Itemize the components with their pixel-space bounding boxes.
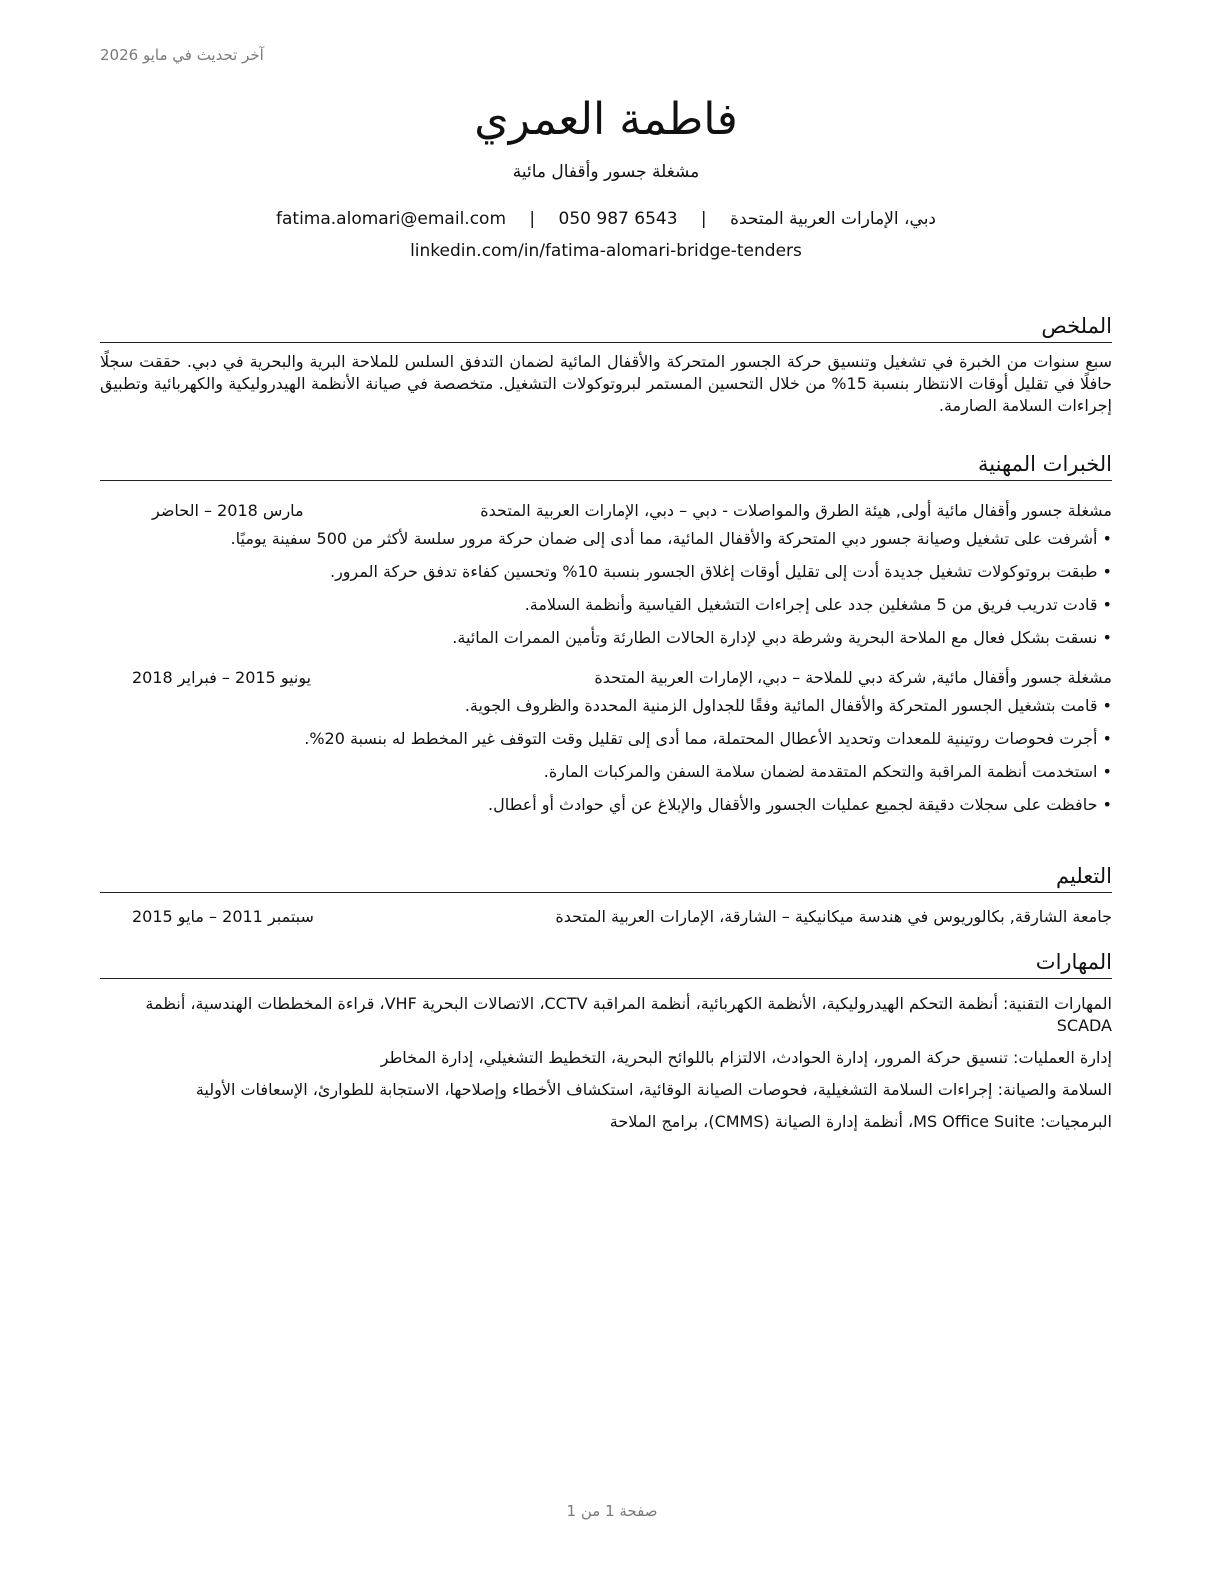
resume-header <box>100 92 1112 264</box>
job-bullets <box>100 527 1112 650</box>
summary-section <box>100 312 1112 417</box>
education-text: جامعة الشارقة, بكالوريوس في هندسة ميكانيكية – الشارقة، الإمارات العربية المتحدة <box>555 907 1112 926</box>
summary-heading: الملخص <box>100 312 1112 343</box>
contact-separator: | <box>529 209 536 229</box>
job-header <box>100 666 1112 690</box>
skill-line: إدارة العمليات: تنسيق حركة المرور، إدارة الحوادث، الالتزام باللوائح البحرية، التخطيط التشغيلي، إدارة المخاطر <box>380 1048 1112 1067</box>
contact-linkedin[interactable]: linkedin.com/in/fatima-alomari-bridge-tenders <box>410 241 802 261</box>
candidate-name: فاطمة العمري <box>474 94 738 145</box>
candidate-title: مشغلة جسور وأقفال مائية <box>512 162 700 182</box>
job-bullet: • نسقت بشكل فعال مع الملاحة البحرية وشرطة دبي لإدارة الحالات الطارئة وتأمين الممرات المائية. <box>100 626 1112 650</box>
education-section <box>100 862 1112 929</box>
job-bullet: • أشرفت على تشغيل وصيانة جسور دبي المتحركة والأقفال المائية، مما أدى إلى ضمان حركة مرور سلسة لأكثر من 500 سفينة يوميًا. <box>100 527 1112 551</box>
last-updated-note: آخر تحديث في مايو 2026 <box>100 46 264 64</box>
job-bullet: • أجرت فحوصات روتينية للمعدات وتحديد الأعطال المحتملة، مما أدى إلى تقليل وقت التوقف غير المخطط له بنسبة 20%. <box>100 727 1112 751</box>
contact-line <box>100 206 1112 232</box>
education-dates: سبتمبر 2011 – مايو 2015 <box>132 907 314 926</box>
skill-line: السلامة والصيانة: إجراءات السلامة التشغيلية، فحوصات الصيانة الوقائية، استكشاف الأخطاء وإصلاحها، الاستجابة للطوارئ، الإسعافات الأولية <box>195 1080 1112 1099</box>
contact-location: دبي، الإمارات العربية المتحدة <box>730 209 936 229</box>
job-header <box>100 499 1112 523</box>
skill-line: البرمجيات: MS Office Suite، أنظمة إدارة الصيانة (CMMS)، برامج الملاحة <box>609 1112 1112 1131</box>
job-dates: يونيو 2015 – فبراير 2018 <box>132 668 312 687</box>
job-bullets <box>100 694 1112 817</box>
job-bullet: • استخدمت أنظمة المراقبة والتحكم المتقدمة لضمان سلامة السفن والمركبات المارة. <box>100 760 1112 784</box>
job-role: مشغلة جسور وأقفال مائية أولى, هيئة الطرق والمواصلات - دبي – دبي، الإمارات العربية المتحدة <box>480 501 1112 520</box>
skill-line: المهارات التقنية: أنظمة التحكم الهيدروليكية، الأنظمة الكهربائية، أنظمة المراقبة CCTV، الاتصالات البحرية VHF، قراءة المخططات الهندسية، أنظمة SCADA <box>145 994 1112 1035</box>
job-bullet: • طبقت بروتوكولات تشغيل جديدة أدت إلى تقليل أوقات إغلاق الجسور بنسبة 10% وتحسين كفاءة تدفق حركة المرور. <box>100 560 1112 584</box>
experience-section <box>100 450 1112 826</box>
job-location: الإمارات العربية المتحدة <box>594 668 754 687</box>
job-bullet: • قادت تدريب فريق من 5 مشغلين جدد على إجراءات التشغيل القياسية وأنظمة السلامة. <box>100 593 1112 617</box>
contact-linkedin-line <box>100 238 1112 264</box>
resume-page <box>100 0 1112 1584</box>
contact-email[interactable]: fatima.alomari@email.com <box>276 209 506 229</box>
education-heading: التعليم <box>100 862 1112 893</box>
job-role: مشغلة جسور وأقفال مائية, شركة دبي للملاحة – دبي، <box>757 668 1112 687</box>
experience-heading: الخبرات المهنية <box>100 450 1112 481</box>
skills-heading: المهارات <box>100 948 1112 979</box>
page-number: صفحة 1 من 1 <box>566 1502 658 1520</box>
job-entry <box>100 499 1112 650</box>
job-bullet: • قامت بتشغيل الجسور المتحركة والأقفال المائية وفقًا للجداول الزمنية المحددة والظروف الجوية. <box>100 694 1112 718</box>
skills-section <box>100 948 1112 1133</box>
job-dates: مارس 2018 – الحاضر <box>152 501 304 520</box>
contact-separator: | <box>700 209 707 229</box>
summary-text: سبع سنوات من الخبرة في تشغيل وتنسيق حركة الجسور المتحركة والأقفال المائية لضمان التدفق السلس للملاحة البرية والبحرية في دبي. حققت سجلًا حافلًا في تقليل أوقات الانتظار بنسبة 15% من خلال التحسين المستمر لبروتوكولات التشغيل. متخصصة في صيانة الأنظمة الهيدروليكية والكهربائية وتطبيق إجراءات السلامة الصارمة. <box>100 352 1113 415</box>
education-entry <box>100 905 1112 929</box>
job-bullet: • حافظت على سجلات دقيقة لجميع عمليات الجسور والأقفال والإبلاغ عن أي حوادث أو أعطال. <box>100 793 1112 817</box>
job-entry <box>100 666 1112 817</box>
contact-phone: 050 987 6543 <box>558 209 678 229</box>
